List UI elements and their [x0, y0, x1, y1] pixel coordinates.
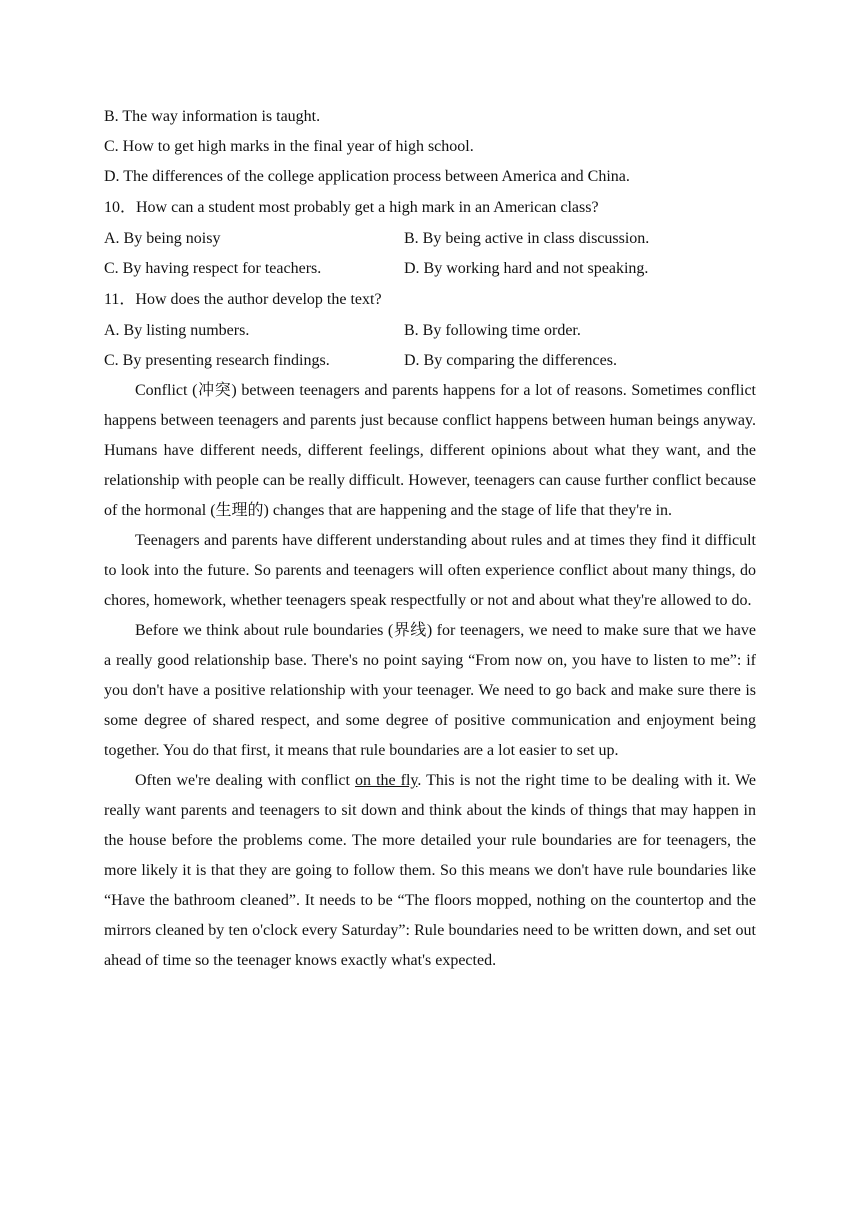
passage-paragraph-3: Before we think about rule boundaries (界线) for teenagers, we need to make sure that we have a really good relationship base. There's no point saying “From now on, you have to listen to me”: if you don't have a positive relationship with your teenager. We need to go back and make sure there is some degree of shared respect, and some degree of positive communication and enjoyment being together. You do that first, it means that rule boundaries are a lot easier to set up.	[104, 622, 756, 759]
question-11-stem: 11．How does the author develop the text?	[104, 291, 382, 308]
paragraph-4-lead: Often we're dealing with conflict	[135, 772, 356, 789]
document-page	[104, 102, 756, 976]
passage-paragraph-4	[104, 766, 756, 976]
question-10-stem: 10．How can a student most probably get a high mark in an American class?	[104, 199, 599, 216]
option-9d: D. The differences of the college application process between America and China.	[104, 168, 630, 185]
option-11d: D. By comparing the differences.	[404, 352, 617, 369]
option-11b: B. By following time order.	[404, 322, 581, 339]
question-10-options-row-2	[104, 254, 756, 284]
option-11a: A. By listing numbers.	[104, 322, 250, 339]
question-10-options-row-1	[104, 224, 756, 254]
option-10b: B. By being active in class discussion.	[404, 230, 650, 247]
underlined-phrase: on the fly	[355, 772, 418, 789]
passage-paragraph-1: Conflict (冲突) between teenagers and parents happens for a lot of reasons. Sometimes conflict happens between teenagers and parents just because conflict happens between human beings anyway. Humans have different needs, different feelings, different opinions about what they want, and the relationship with people can be really difficult. However, teenagers can cause further conflict because of the hormonal (生理的) changes that are happening and the stage of life that they're in.	[104, 382, 756, 519]
option-10d: D. By working hard and not speaking.	[404, 260, 649, 277]
option-11c: C. By presenting research findings.	[104, 352, 330, 369]
question-11-options-row-1	[104, 316, 756, 346]
passage-paragraph-2: Teenagers and parents have different understanding about rules and at times they find it difficult to look into the future. So parents and teenagers will often experience conflict about many things, do chores, homework, whether teenagers speak respectfully or not and about what they're allowed to do.	[104, 532, 756, 609]
paragraph-4-rest: . This is not the right time to be dealing with it. We really want parents and teenagers to sit down and think about the kinds of things that may happen in the house before the problems come. The more detailed your rule boundaries are for teenagers, the more likely it is that they are going to follow them. So this means we don't have rule boundaries like “Have the bathroom cleaned”. It needs to be “The floors mopped, nothing on the countertop and the mirrors cleaned by ten o'clock every Saturday”: Rule boundaries need to be written down, and set out ahead of time so the teenager knows exactly what's expected.	[104, 772, 757, 969]
option-10a: A. By being noisy	[104, 230, 221, 247]
option-10c: C. By having respect for teachers.	[104, 260, 322, 277]
question-11-options-row-2	[104, 346, 756, 376]
option-9b: B. The way information is taught.	[104, 108, 321, 125]
option-9c: C. How to get high marks in the final year of high school.	[104, 138, 474, 155]
